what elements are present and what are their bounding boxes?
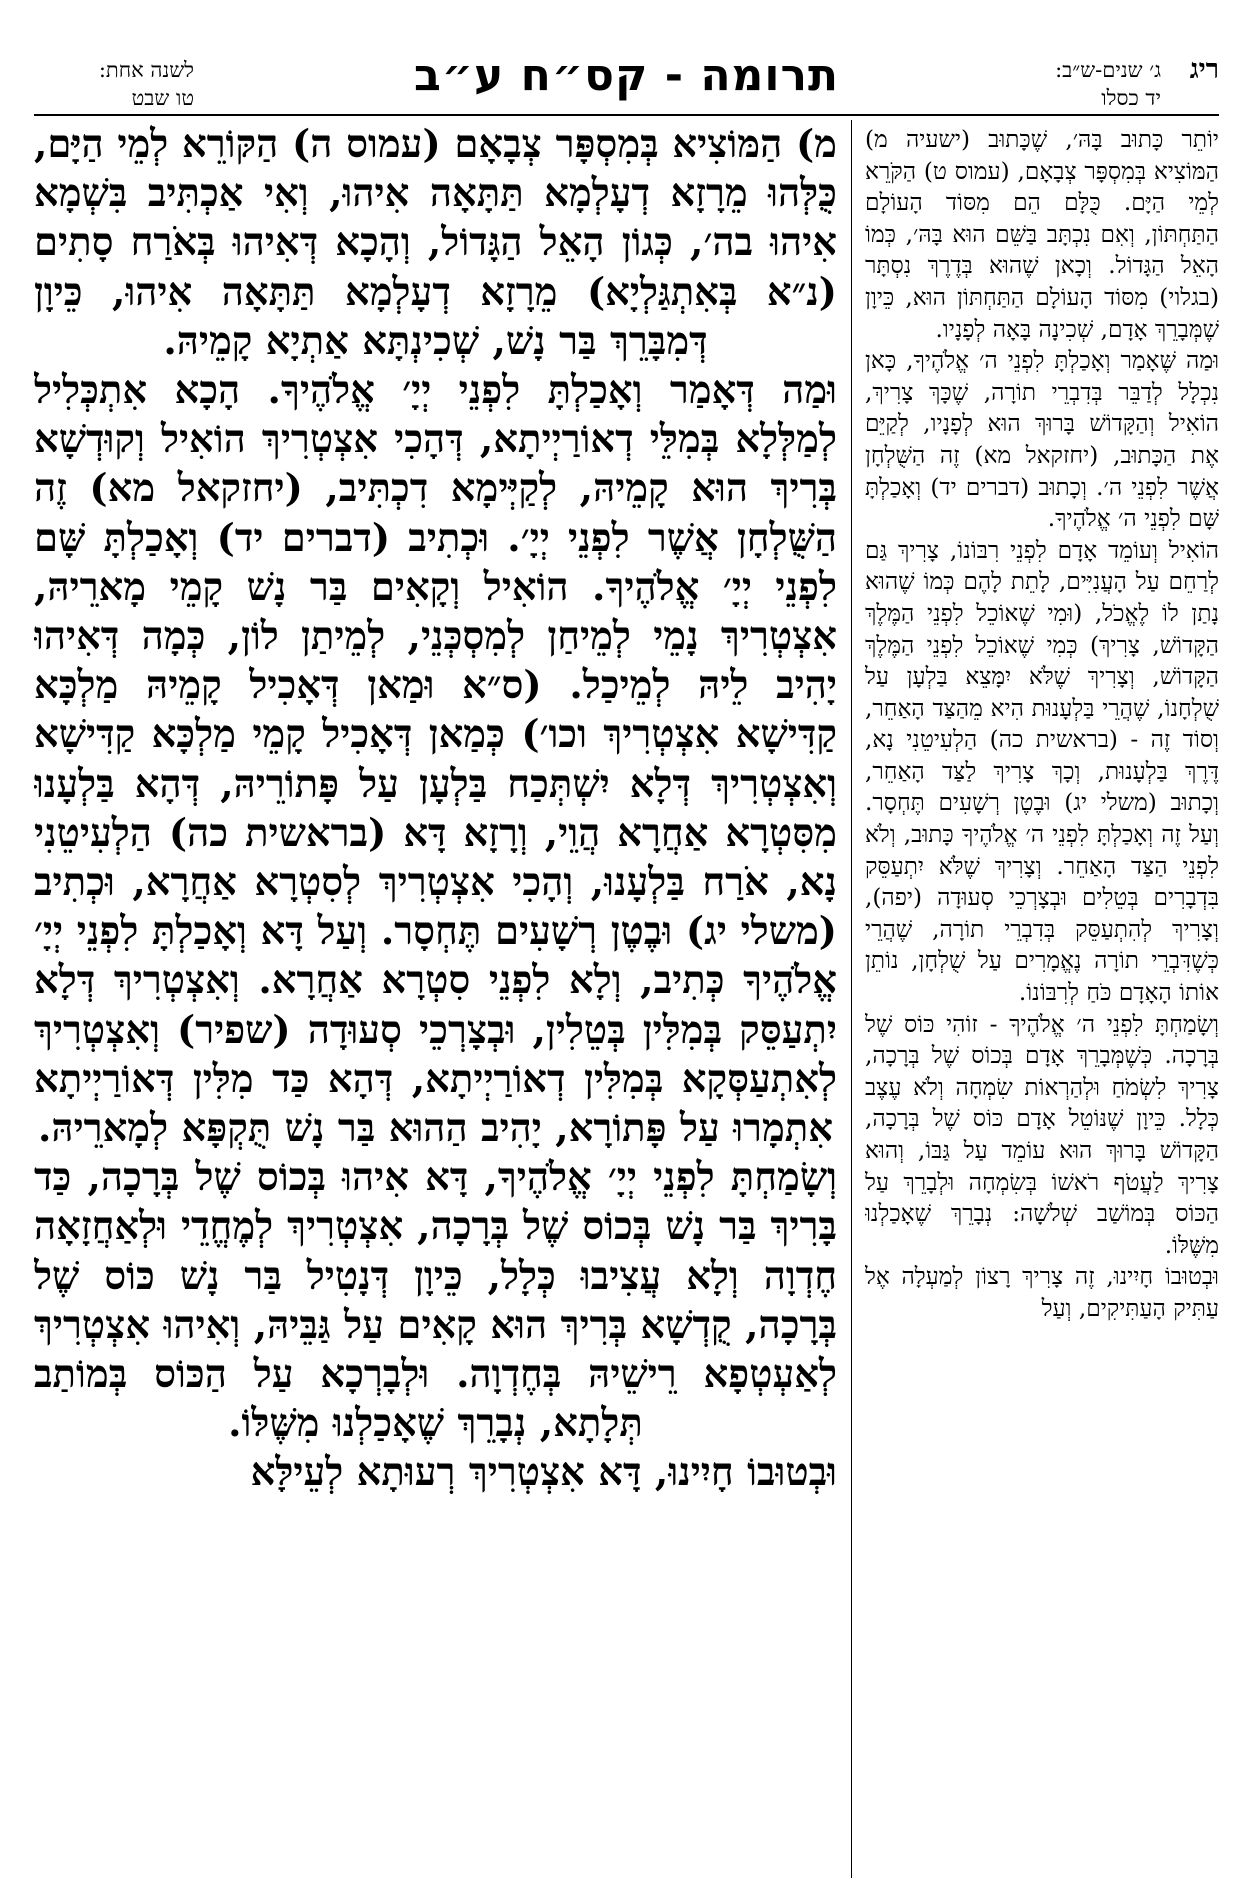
main-paragraph-2: וּמַה דְּאָמַר וְאָכַלְתָּ לִפְנֵי יְיָ׳ אֱלֹהֶיךָ. הָכָא אִתְכְּלִיל לְמַלְּלָא בְּמִלֵּי דְאוֹרַיְיתָא, דְּהָכִי אִצְטְרִיךְ הוֹאִיל וְקוּדְשָׁא בְּרִיךְ הוּא קָמֵיהּ, לְקַיְּימָא דִכְתִּיב, (יחזקאל מא) זֶה הַשֻּׁלְחָן אֲשֶׁר לִפְנֵי יְיָ׳. וּכְתִיב (דברים יד) וְאָכַלְתָּ שָּׁם לִפְנֵי יְיָ׳ אֱלֹהֶיךָ. הוֹאִיל וְקָאִים בַּר נָשׁ קָמֵי מָארֵיהּ, אִצְטְרִיךְ נָמֵי לְמֵיחַן לְמִסְכְּנֵי, לְמֵיתַן לוֹן, כְּמָה דְּאִיהוּ יָהִיב לֵיהּ לְמֵיכַל. (ס״א וּמַאן דְּאָכִיל קָמֵיהּ מַלְכָּא קַדִּישָׁא אִצְטְרִיךְ וכו׳) כְּמַאן דְּאָכִיל קָמֵי מַלְכָּא קַדִּישָׁא וְאִצְטְרִיךְ דְּלָא יִשְׁתְּכַח בַּלְעָן עַל פָּתוֹרֵיהּ, דְּהָא בַּלְעָנוּ מִסִּטְרָא אַחֲרָא הֲוֵי, וְרָזָא דָּא (בראשית כה) הַלְעִיטֵנִי נָא, אֹרַח בַּלְעָנוּ, וְהָכִי אִצְטְרִיךְ לְסִטְרָא אַחֲרָא, וּכְתִיב (משלי יג) וּבֶטֶן רְשָׁעִים תֶּחְסָר. וְעַל דָּא וְאָכַלְתָּ לִפְנֵי יְיָ׳ אֱלֹהֶיךָ כְּתִיב, וְלָא לִפְנֵי סִטְרָא אַחֲרָא. וְאִצְטְרִיךְ דְּלָא יִתְעַסֵּק בְּמִלִּין בְּטֵלִין, וּבְצָרְכֵי סְעוּדָה (שפיר) וְאִצְטְרִיךְ לְאִתְעַסְּקָא בְּמִלִּין דְאוֹרַיְיתָא, דְּהָא כַּד מִלִּין דְּאוֹרַיְיתָא אִתְמָרוּ עַל פָּתוֹרָא, יָהִיב הַהוּא בַּר נָשׁ תֻּקְפָּא לְמָארֵיהּ. xyxy=(34,368,837,1152)
main-paragraph-1: מ) הַמּוֹצִיא בְּמִסְפָּר צְבָאָם (עמוס ה) הַקּוֹרֵא לְמֵי הַיָּם, כֻּלְּהוּ מֵרָזָא דְעָלְמָא תַּתָּאָה אִיהוּ, וְאִי אַכְתִּיב בִּשְׁמָא אִיהוּ בה׳, כְּגוֹן הָאֵל הַגָּדוֹל, וְהָכָא דְּאִיהוּ בְּאֹרַח סָתִים (נ״א בְּאִתְגַּלְיָא) מֵרָזָא דְעָלְמָא תַּתָּאָה אִיהוּ, כֵּיוָן דְּמִבָּרֵךְ בַּר נָשׁ, שְׁכִינְתָּא אַתְיָא קָמֵיהּ. xyxy=(34,122,837,364)
side-paragraph-2: וּמַה שֶּׁאָמַר וְאָכַלְתָּ לִפְנֵי ה׳ אֱלֹהֶיךָ, כָּאן נִכְלָל לְדַבֵּר בְּדִבְרֵי תוֹרָה, שֶׁכָּךְ צָרִיךְ, הוֹאִיל וְהַקָּדוֹשׁ בָּרוּךְ הוּא לְפָנָיו, לְקַיֵּם אֶת הַכָּתוּב, (יחזקאל מא) זֶה הַשֻּׁלְחָן אֲשֶׁר לִפְנֵי ה׳. וְכָתוּב (דברים יד) וְאָכַלְתָּ שָּׁם לִפְנֵי ה׳ אֱלֹהֶיךָ. xyxy=(865,347,1219,533)
hebrew-translation-column xyxy=(865,124,1219,1880)
daily-schedule-three-years xyxy=(951,56,1161,112)
main-paragraph-3: וְשָׂמַחְתָּ לִפְנֵי יְיָ׳ אֱלֹהֶיךָ, דָּא אִיהוּ בְּכוֹס שֶׁל בְּרָכָה, כַּד בָּרִיךְ בַּר נָשׁ בְּכוֹס שֶׁל בְּרָכָה, אִצְטְרִיךְ לְמֶחֱדֵי וּלְאַחֲזָאָה חֶדְוָה וְלָא עֲצִיבוּ כְּלָל, כֵּיוָן דְּנָטִיל בַּר נָשׁ כּוֹס שֶׁל בְּרָכָה, קֻדְשָׁא בְּרִיךְ הוּא קָאִים עַל גַּבֵּיהּ, וְאִיהוּ אִצְטְרִיךְ לְאַעְטְפָא רֵישֵׁיהּ בְּחֶדְוָה. וּלְבָרְכָא עַל הַכּוֹס בְּמוֹתַב תְּלָתָא, נְבָרֵךְ שֶׁאָכַלְנוּ מִשֶּׁלּוֹ. xyxy=(34,1155,837,1447)
zohar-aramaic-column xyxy=(34,120,837,1880)
header-rule xyxy=(34,114,1219,116)
main-paragraph-4: וּבְטוּבוֹ חָיִינוּ, דָּא אִצְטְרִיךְ רְעוּתָא לְעֵילָּא xyxy=(250,1450,837,1496)
side-paragraph-5: וּבְטוּבוֹ חָיִינוּ, זֶה צָרִיךְ רָצוֹן לְמַעְלָה אֶל עַתִּיק הָעַתִּיקִים, וְעַל xyxy=(865,1263,1219,1322)
column-divider xyxy=(851,120,852,1878)
one-year-date: טו שבט xyxy=(131,86,194,110)
page-title: תרומה - קס״ח ע״ב xyxy=(413,50,840,101)
three-years-date: יד כסלו xyxy=(1101,86,1161,110)
page-header xyxy=(34,50,1219,112)
one-year-label: לשנה אחת: xyxy=(98,58,194,82)
three-years-label: ג׳ שנים-ש״ב: xyxy=(1055,58,1161,82)
side-paragraph-3: הוֹאִיל וְעוֹמֵד אָדָם לִפְנֵי רִבּוֹנוֹ, צָרִיךְ גַּם לְרַחֵם עַל הָעֲנִיִּים, לָתֵת לָהֶם כְּמוֹ שֶׁהוּא נָתַן לוֹ לֶאֱכֹל, (וּמִי שֶׁאוֹכֵל לִפְנֵי הַמֶּלֶךְ הַקָּדוֹשׁ, צָרִיךְ) כְּמִי שֶׁאוֹכֵל לִפְנֵי הַמֶּלֶךְ הַקָּדוֹשׁ, וְצָרִיךְ שֶׁלֹּא יִמָּצֵא בַּלְעָן עַל שֻׁלְחָנוֹ, שֶׁהֲרֵי בַּלְעָנוּת הִיא מֵהַצַּד הָאַחֵר, וְסוֹד זֶה - (בראשית כה) הַלְעִיטֵנִי נָא, דֶּרֶךְ בַּלְעָנוּת, וְכָךְ צָרִיךְ לַצַּד הָאַחֵר, וְכָתוּב (משלי יג) וּבֶטֶן רְשָׁעִים תֶּחְסָר. וְעַל זֶה וְאָכַלְתָּ לִפְנֵי ה׳ אֱלֹהֶיךָ כָּתוּב, וְלֹא לִפְנֵי הַצַּד הָאַחֵר. וְצָרִיךְ שֶׁלֹּא יִתְעַסֵּק בִּדְבָרִים בְּטֵלִים וּבְצָרְכֵי סְעוּדָה (יפה), וְצָרִיךְ לְהִתְעַסֵּק בְּדִבְרֵי תוֹרָה, שֶׁהֲרֵי כְּשֶׁדִּבְרֵי תוֹרָה נֶאֱמָרִים עַל שֻׁלְחָן, נוֹתֵן אוֹתוֹ הָאָדָם כֹּחַ לְרִבּוֹנוֹ. xyxy=(865,536,1219,1007)
side-paragraph-4: וְשָׂמַחְתָּ לִפְנֵי ה׳ אֱלֹהֶיךָ - זוֹהִי כּוֹס שֶׁל בְּרָכָה. כְּשֶׁמְּבָרֵךְ אָדָם בְּכוֹס שֶׁל בְּרָכָה, צָרִיךְ לִשְׂמֹחַ וּלְהַרְאוֹת שִׂמְחָה וְלֹא עֶצֶב כְּלָל. כֵּיוָן שֶׁנּוֹטֵל אָדָם כּוֹס שֶׁל בְּרָכָה, הַקָּדוֹשׁ בָּרוּךְ הוּא עוֹמֵד עַל גַּבּוֹ, וְהוּא צָרִיךְ לַעֲטֹף רֹאשׁוֹ בְּשִׂמְחָה וּלְבָרֵךְ עַל הַכּוֹס בְּמוֹשַׁב שְׁלֹשָׁה: נְבָרֵךְ שֶׁאָכַלְנוּ מִשֶּׁלּוֹ. xyxy=(865,1010,1219,1259)
page-number: ריג xyxy=(1189,54,1219,85)
side-paragraph-1: יוֹתֵר כָּתוּב בָּהּ׳, שֶׁכָּתוּב (ישעיה מ) הַמּוֹצִיא בְּמִסְפָּר צְבָאָם, (עמוס ט) הַקֹּרֵא לְמֵי הַיָּם. כֻּלָּם הֵם מִסּוֹד הָעוֹלָם הַתַּחְתּוֹן, וְאִם נִכְתָּב בַּשֵּׁם הוּא בָּהּ׳, כְּמוֹ הָאֵל הַגָּדוֹל. וְכָאן שֶׁהוּא בְּדֶרֶךְ נִסְתָּר (בגלוי) מִסּוֹד הָעוֹלָם הַתַּחְתּוֹן הוּא, כֵּיוָן שֶׁמְּבָרֵךְ אָדָם, שְׁכִינָה בָּאָה לְפָנָיו. xyxy=(865,126,1219,343)
